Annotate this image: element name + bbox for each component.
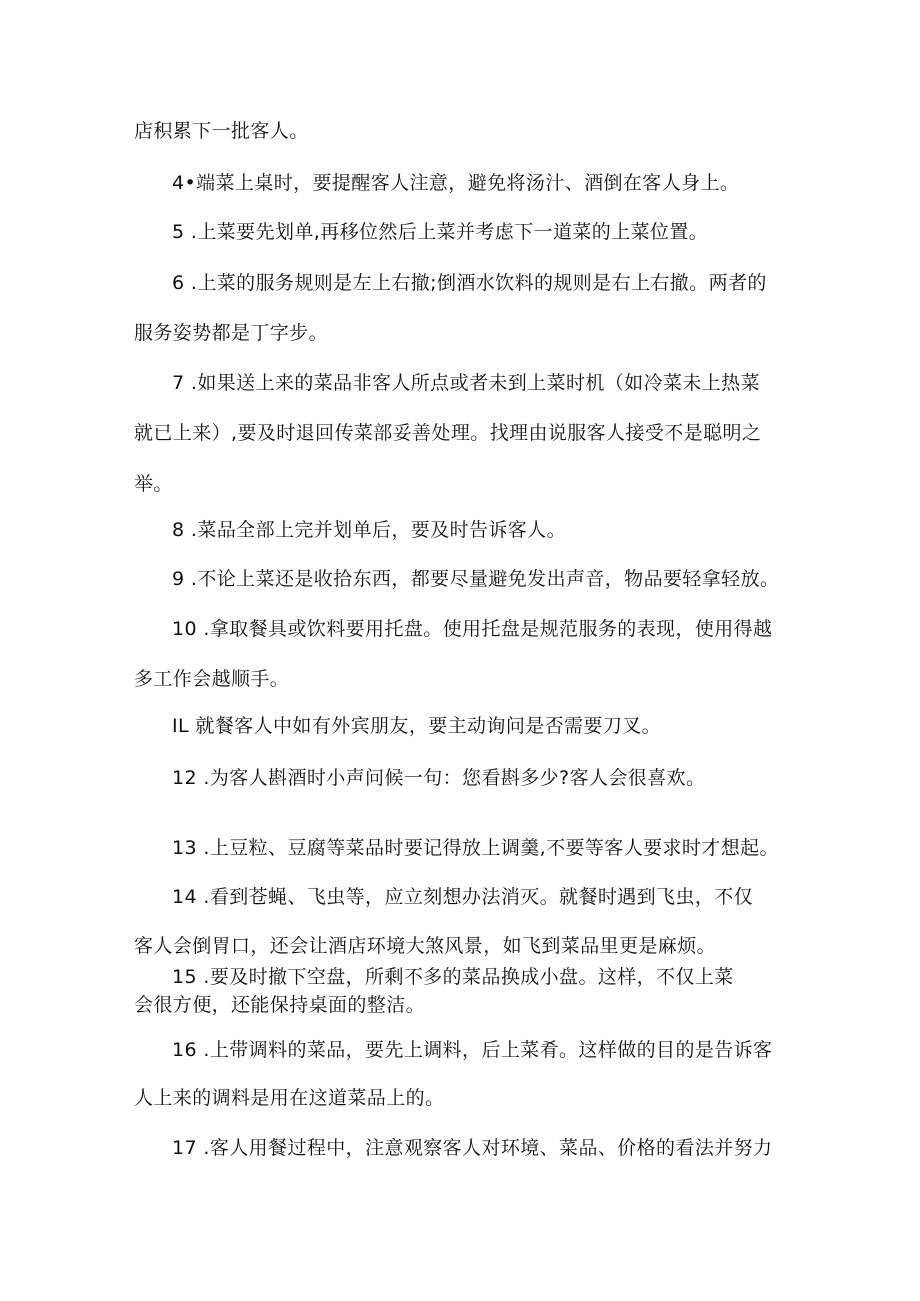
text-line-22: 17 .客人用餐过程中，注意观察客人对环境、菜品、价格的看法并努力 xyxy=(172,1137,773,1159)
text-line-03: 5 .上菜要先划单,再移位然后上菜并考虑下一道菜的上菜位置。 xyxy=(172,221,709,243)
text-line-06: 7 .如果送上来的菜品非客人所点或者未到上菜时机（如冷菜未上热菜 xyxy=(172,372,760,394)
text-line-02: 4•端菜上桌时，要提醒客人注意，避免将汤汁、酒倒在客人身上。 xyxy=(172,172,740,194)
text-line-11: 10 .拿取餐具或饮料要用托盘。使用托盘是规范服务的表现，使用得越 xyxy=(172,618,773,640)
text-line-09: 8 .菜品全部上完并划单后，要及时告诉客人。 xyxy=(172,519,566,541)
text-line-12: 多工作会越顺手。 xyxy=(134,668,290,690)
text-line-10: 9 .不论上菜还是收拾东西，都要尽量避免发出声音，物品要轻拿轻放。 xyxy=(172,568,780,590)
text-line-21: 人上来的调料是用在这道菜品上的。 xyxy=(134,1087,445,1109)
text-line-04: 6 .上菜的服务规则是左上右撤;倒酒水饮料的规则是右上右撤。两者的 xyxy=(172,272,767,294)
text-line-15: 13 .上豆粒、豆腐等菜品时要记得放上调羹,不要等客人要求时才想起。 xyxy=(172,837,779,859)
text-line-16: 14 .看到苍蝇、飞虫等，应立刻想办法消灭。就餐时遇到飞虫，不仅 xyxy=(172,886,754,908)
text-line-20: 16 .上带调料的菜品，要先上调料，后上菜肴。这样做的目的是告诉客 xyxy=(172,1039,773,1061)
text-line-18: 15 .要及时撤下空盘，所剩不多的菜品换成小盘。这样，不仅上菜 xyxy=(172,966,734,988)
text-line-05: 服务姿势都是丁字步。 xyxy=(134,322,329,344)
text-line-13: IL 就餐客人中如有外宾朋友，要主动询问是否需要刀叉。 xyxy=(172,715,662,737)
text-line-19: 会很方便，还能保持桌面的整洁。 xyxy=(134,994,426,1016)
text-line-14: 12 .为客人斟酒时小声问候一句：您看斟多少?客人会很喜欢。 xyxy=(172,767,706,789)
text-line-07: 就已上来）,要及时退回传菜部妥善处理。找理由说服客人接受不是聪明之 xyxy=(134,422,762,444)
text-line-08: 举。 xyxy=(134,473,173,495)
text-line-17: 客人会倒胃口，还会让酒店环境大煞风景，如飞到菜品里更是麻烦。 xyxy=(134,935,717,957)
text-line-01: 店积累下一批客人。 xyxy=(134,120,309,142)
